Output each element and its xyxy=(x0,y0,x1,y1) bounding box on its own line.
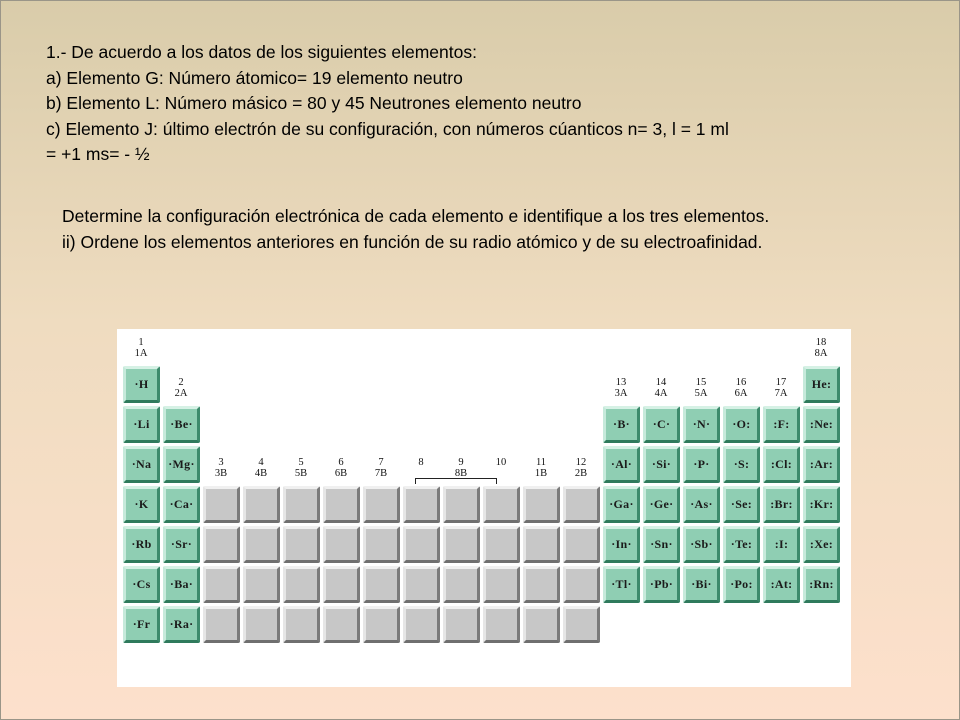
group-label-line: 8 xyxy=(418,457,424,468)
lewis-symbol: ·H xyxy=(134,377,149,391)
lewis-symbol: :Ar: xyxy=(809,457,834,471)
group-label-10 xyxy=(481,457,521,468)
element-cell-rn xyxy=(803,566,840,603)
group-label-line: 4B xyxy=(254,468,268,479)
task-text xyxy=(62,203,769,255)
element-cell-br xyxy=(763,486,800,523)
element-cell-b xyxy=(603,406,640,443)
group-label-16 xyxy=(721,377,761,399)
group-label-line: 2A xyxy=(174,388,188,399)
question-text xyxy=(46,40,729,168)
lewis-symbol: ·P· xyxy=(693,457,710,471)
lewis-symbol: ·Pb· xyxy=(649,577,674,591)
lewis-symbol: :Br: xyxy=(770,497,793,511)
group-label-line: 1 xyxy=(138,337,144,348)
element-cell-rb xyxy=(123,526,160,563)
group-label-line: 2 xyxy=(178,377,184,388)
element-cell-ne xyxy=(803,406,840,443)
group-label-line: 13 xyxy=(615,377,627,388)
element-cell-he xyxy=(803,366,840,403)
element-cell-ge xyxy=(643,486,680,523)
group-label-line: 7 xyxy=(378,457,384,468)
element-cell-sr xyxy=(163,526,200,563)
lewis-symbol: ·Fr xyxy=(132,617,151,631)
group-label-line: 18 xyxy=(815,337,827,348)
element-cell-na xyxy=(123,446,160,483)
element-cell-be xyxy=(163,406,200,443)
element-cell-at xyxy=(763,566,800,603)
transition-metal-cell xyxy=(203,606,240,643)
group-label-line: 16 xyxy=(735,377,747,388)
group-label-line: 7B xyxy=(374,468,388,479)
group-label-line: 7A xyxy=(774,388,788,399)
element-cell-li xyxy=(123,406,160,443)
group-label-2 xyxy=(161,377,201,399)
transition-metal-cell xyxy=(203,566,240,603)
lewis-symbol: ·Cs xyxy=(132,577,151,591)
task-line: ii) Ordene los elementos anteriores en función de su radio atómico y de su electroafinidad. xyxy=(62,232,763,252)
lewis-symbol: ·Sn· xyxy=(650,537,673,551)
lewis-symbol: ·K xyxy=(134,497,149,511)
transition-metal-cell xyxy=(523,486,560,523)
group-label-11 xyxy=(521,457,561,479)
lewis-symbol: ·Se: xyxy=(730,497,753,511)
group-label-line: 3B xyxy=(214,468,228,479)
lewis-symbol: ·C· xyxy=(652,417,671,431)
group-label-12 xyxy=(561,457,601,479)
group-label-line: 5A xyxy=(694,388,708,399)
element-cell-ra xyxy=(163,606,200,643)
group-label-line: 11 xyxy=(535,457,547,468)
transition-metal-cell xyxy=(443,606,480,643)
lewis-symbol: :Cl: xyxy=(770,457,793,471)
element-cell-c xyxy=(643,406,680,443)
element-cell-xe xyxy=(803,526,840,563)
group-label-13 xyxy=(601,377,641,399)
lewis-symbol: ·Na xyxy=(131,457,152,471)
element-cell-p xyxy=(683,446,720,483)
lewis-symbol: ·Sr· xyxy=(170,537,193,551)
transition-metal-cell xyxy=(443,486,480,523)
transition-metal-cell xyxy=(323,526,360,563)
element-cell-sn xyxy=(643,526,680,563)
element-cell-o xyxy=(723,406,760,443)
lewis-symbol: ·In· xyxy=(611,537,632,551)
group-label-line: 6B xyxy=(334,468,348,479)
lewis-symbol: ·Ba· xyxy=(169,577,194,591)
element-cell-po xyxy=(723,566,760,603)
transition-metal-cell xyxy=(363,566,400,603)
element-cell-ba xyxy=(163,566,200,603)
element-cell-cl xyxy=(763,446,800,483)
group-label-line: 2B xyxy=(574,468,588,479)
group-label-line: 8B xyxy=(454,468,468,479)
lewis-symbol: :F: xyxy=(773,417,790,431)
group-label-line: 4A xyxy=(654,388,668,399)
transition-metal-cell xyxy=(323,486,360,523)
lewis-symbol: :At: xyxy=(770,577,793,591)
transition-metal-cell xyxy=(243,566,280,603)
transition-metal-cell xyxy=(483,566,520,603)
lewis-symbol: ·S: xyxy=(733,457,750,471)
transition-metal-cell xyxy=(483,526,520,563)
transition-metal-cell xyxy=(323,566,360,603)
transition-metal-cell xyxy=(323,606,360,643)
group-label-line: 3 xyxy=(218,457,224,468)
group-label-line: 1B xyxy=(534,468,548,479)
lewis-symbol: ·O: xyxy=(732,417,751,431)
lewis-symbol: :Rn: xyxy=(809,577,834,591)
lewis-symbol: ·As· xyxy=(690,497,713,511)
transition-metal-cell xyxy=(483,606,520,643)
transition-metal-cell xyxy=(443,526,480,563)
transition-metal-cell xyxy=(443,566,480,603)
lewis-symbol: ·Rb xyxy=(131,537,152,551)
transition-metal-cell xyxy=(363,486,400,523)
lewis-symbol: He: xyxy=(811,377,832,391)
element-cell-si xyxy=(643,446,680,483)
question-line: 1.- De acuerdo a los datos de los siguientes elementos: xyxy=(46,42,477,62)
transition-metal-cell xyxy=(283,486,320,523)
lewis-symbol: ·B· xyxy=(613,417,630,431)
group-label-5 xyxy=(281,457,321,479)
element-cell-bi xyxy=(683,566,720,603)
transition-metal-cell xyxy=(403,486,440,523)
lewis-symbol: :I: xyxy=(774,537,789,551)
group-label-line: 5B xyxy=(294,468,308,479)
group-label-8 xyxy=(401,457,441,468)
group-label-line: 12 xyxy=(575,457,587,468)
lewis-symbol: :Ne: xyxy=(809,417,834,431)
transition-metal-cell xyxy=(403,566,440,603)
lewis-symbol: ·Ca· xyxy=(169,497,194,511)
lewis-symbol: ·N· xyxy=(692,417,711,431)
transition-metal-cell xyxy=(563,526,600,563)
transition-metal-cell xyxy=(283,566,320,603)
group-label-4 xyxy=(241,457,281,479)
element-cell-f xyxy=(763,406,800,443)
element-cell-n xyxy=(683,406,720,443)
transition-metal-cell xyxy=(483,486,520,523)
transition-metal-cell xyxy=(283,606,320,643)
group-label-line: 1A xyxy=(134,348,148,359)
transition-metal-cell xyxy=(523,566,560,603)
periodic-table-image xyxy=(117,329,851,687)
element-cell-s xyxy=(723,446,760,483)
lewis-symbol: ·Si· xyxy=(651,457,672,471)
element-cell-kr xyxy=(803,486,840,523)
lewis-symbol: ·Te: xyxy=(730,537,753,551)
question-line: b) Elemento L: Número másico = 80 y 45 Neutrones elemento neutro xyxy=(46,93,582,113)
group-label-line: 14 xyxy=(655,377,667,388)
group-label-18 xyxy=(801,337,841,359)
lewis-symbol: ·Be· xyxy=(170,417,193,431)
group-label-6 xyxy=(321,457,361,479)
element-cell-ar xyxy=(803,446,840,483)
group-label-line: 6A xyxy=(734,388,748,399)
element-cell-sb xyxy=(683,526,720,563)
transition-metal-cell xyxy=(523,526,560,563)
group-label-1 xyxy=(121,337,161,359)
question-line: = +1 ms= - ½ xyxy=(46,144,150,164)
lewis-symbol: ·Ge· xyxy=(649,497,674,511)
transition-metal-cell xyxy=(243,486,280,523)
group-label-3 xyxy=(201,457,241,479)
lewis-symbol: ·Po: xyxy=(730,577,753,591)
lewis-symbol: ·Ga· xyxy=(609,497,634,511)
group-label-line: 15 xyxy=(695,377,707,388)
group-label-14 xyxy=(641,377,681,399)
group-label-line: 9 xyxy=(458,457,464,468)
transition-metal-cell xyxy=(363,606,400,643)
group-label-9 xyxy=(441,457,481,479)
question-line: a) Elemento G: Número átomico= 19 elemento neutro xyxy=(46,67,463,88)
group-8b-bracket xyxy=(415,478,497,484)
group-label-line: 6 xyxy=(338,457,344,468)
lewis-symbol: ·Bi· xyxy=(691,577,712,591)
group-label-line: 17 xyxy=(775,377,787,388)
element-cell-ga xyxy=(603,486,640,523)
transition-metal-cell xyxy=(203,486,240,523)
lewis-symbol: ·Li xyxy=(133,417,150,431)
transition-metal-cell xyxy=(563,606,600,643)
transition-metal-cell xyxy=(283,526,320,563)
element-cell-in xyxy=(603,526,640,563)
task-line: Determine la configuración electrónica de cada elemento e identifique a los tres elementos. xyxy=(62,206,770,226)
group-label-line: 5 xyxy=(298,457,304,468)
lewis-symbol: :Xe: xyxy=(809,537,834,551)
transition-metal-cell xyxy=(403,526,440,563)
element-cell-ca xyxy=(163,486,200,523)
group-label-17 xyxy=(761,377,801,399)
element-cell-k xyxy=(123,486,160,523)
transition-metal-cell xyxy=(363,526,400,563)
lewis-symbol: ·Sb· xyxy=(690,537,713,551)
element-cell-i xyxy=(763,526,800,563)
transition-metal-cell xyxy=(403,606,440,643)
element-cell-h xyxy=(123,366,160,403)
transition-metal-cell xyxy=(563,566,600,603)
group-label-7 xyxy=(361,457,401,479)
element-cell-se xyxy=(723,486,760,523)
group-label-line: 4 xyxy=(258,457,264,468)
transition-metal-cell xyxy=(563,486,600,523)
lewis-symbol: ·Ra· xyxy=(169,617,194,631)
element-cell-pb xyxy=(643,566,680,603)
transition-metal-cell xyxy=(203,526,240,563)
group-label-15 xyxy=(681,377,721,399)
element-cell-as xyxy=(683,486,720,523)
transition-metal-cell xyxy=(243,606,280,643)
element-cell-tl xyxy=(603,566,640,603)
lewis-symbol: ·Tl· xyxy=(611,577,632,591)
group-label-line: 3A xyxy=(614,388,628,399)
question-line: c) Elemento J: último electrón de su configuración, con números cúanticos n= 3, l = 1 ml xyxy=(46,118,729,139)
group-label-line: 10 xyxy=(495,457,507,468)
transition-metal-cell xyxy=(243,526,280,563)
lewis-symbol: :Kr: xyxy=(809,497,834,511)
group-label-line: 8A xyxy=(814,348,828,359)
lewis-symbol: ·Al· xyxy=(610,457,633,471)
element-cell-fr xyxy=(123,606,160,643)
element-cell-mg xyxy=(163,446,200,483)
element-cell-al xyxy=(603,446,640,483)
transition-metal-cell xyxy=(523,606,560,643)
element-cell-te xyxy=(723,526,760,563)
lewis-symbol: ·Mg· xyxy=(168,457,195,471)
element-cell-cs xyxy=(123,566,160,603)
